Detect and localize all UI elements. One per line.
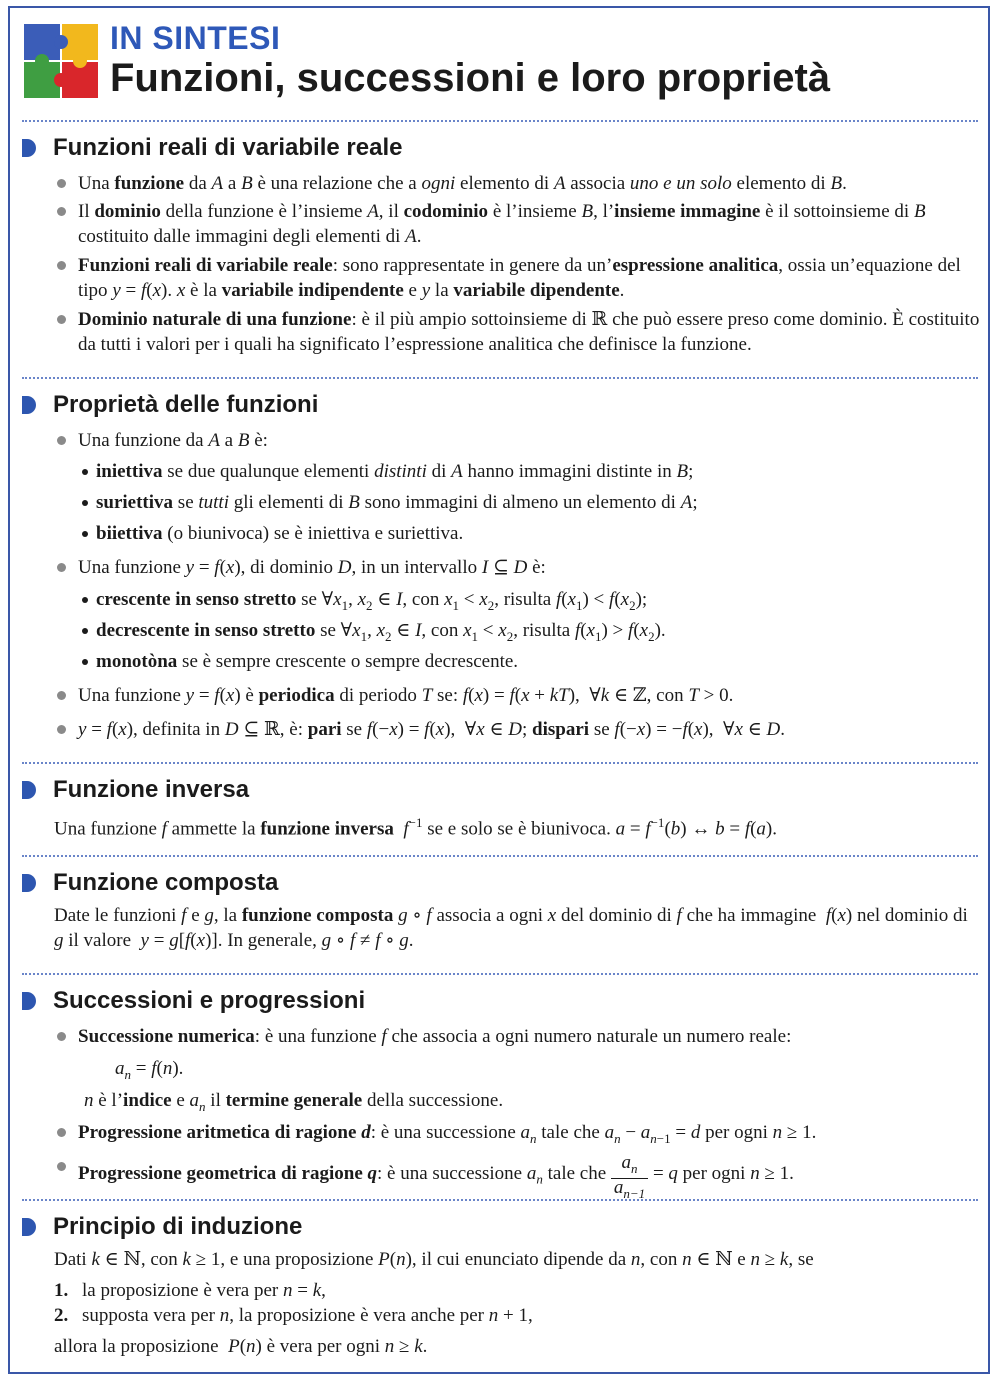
paragraph-induzione-intro: Dati k ∈ ℕ, con k ≥ 1, e una proposizione P(n), il cui enunciato dipende da n, con n ∈ ℕ e n ≥ k, se: [54, 1249, 814, 1270]
section-divider: [22, 855, 978, 857]
section-title-successioni: Successioni e progressioni: [22, 987, 365, 1015]
section-marker-icon: [22, 874, 36, 892]
paragraph-induzione-conclusione: allora la proposizione P(n) è vera per ogni n ≥ k.: [54, 1336, 428, 1357]
bullet-intervallo: Una funzione y = f(x), di dominio D, in un intervallo I ⊆ D è:: [78, 555, 978, 580]
puzzle-logo-icon: [24, 24, 98, 98]
bullet-funzione-da-a-a-b: Una funzione da A a B è:: [78, 428, 978, 453]
paragraph-indice: n è l’indice e $a_n$ il termine generale della successione.: [84, 1090, 504, 1114]
sub-item-crescente: crescente in senso stretto se $\forall x_1$, $x_2$ ∈ I, con $x_1 < x_2$, risulta $f(x_1) < f(x_2)$;: [96, 587, 647, 618]
sub-item-biiettiva: biiettiva (o biunivoca) se è iniettiva e suriettiva.: [96, 523, 464, 544]
section-divider: [22, 377, 978, 379]
sub-item-suriettiva: suriettiva se tutti gli elementi di B sono immagini di almeno un elemento di A;: [96, 492, 698, 513]
section-marker-icon: [22, 1218, 36, 1236]
bullet-funzioni-reali: Funzioni reali di variabile reale: sono rappresentate in genere da un’espressione analitica, ossia un’equazione del tipo y = f(x). x è la variabile indipendente e y la variabile dipendente.: [78, 253, 980, 303]
section-title-induzione: Principio di induzione: [22, 1213, 302, 1241]
bullet-successione-numerica: Successione numerica: è una funzione f che associa a ogni numero naturale un numero reale:: [78, 1024, 978, 1049]
bullet-funzione: Una funzione da A a B è una relazione che a ogni elemento di A associa uno e un solo elemento di B.: [78, 171, 978, 196]
section-marker-icon: [22, 396, 36, 414]
section-marker-icon: [22, 992, 36, 1010]
paragraph-inversa: Una funzione f ammette la funzione inversa $f^{-1}$ se e solo se è biunivoca. $a = f^{-1}(b)$ ↔ b = f(a).: [54, 815, 777, 840]
sub-item-decrescente: decrescente in senso stretto se $\forall x_1$, $x_2$ ∈ I, con $x_1 < x_2$, risulta $f(x_1) > f(x_2)$.: [96, 618, 666, 649]
sub-item-iniettiva: iniettiva se due qualunque elementi distinti di A hanno immagini distinte in B;: [96, 461, 694, 482]
section-marker-icon: [22, 139, 36, 157]
section-title-proprieta: Proprietà delle funzioni: [22, 391, 318, 419]
bullet-periodica: Una funzione y = f(x) è periodica di periodo T se: f(x) = f(x + kT), ∀k ∈ ℤ, con T > 0.: [78, 683, 978, 708]
bullet-pari-dispari: y = f(x), definita in D ⊆ ℝ, è: pari se f(−x) = f(x), ∀x ∈ D; dispari se f(−x) = −f(x), ∀x ∈ D.: [78, 717, 978, 742]
numbered-item-2: 2. supposta vera per n, la proposizione è vera anche per n + 1,: [54, 1305, 533, 1326]
section-divider: [22, 762, 978, 764]
bullet-dominio: Il dominio della funzione è l’insieme A, il codominio è l’insieme B, l’insieme immagine è il sottoinsieme di B costituito dalle immagini degli elementi di A.: [78, 199, 980, 249]
page-title: Funzioni, successioni e loro proprietà: [110, 56, 831, 100]
section-marker-icon: [22, 781, 36, 799]
section-title-composta: Funzione composta: [22, 869, 278, 897]
bullet-progressione-geometrica: Progressione geometrica di ragione q: è una successione $a_n$ tale che $\frac{a_n}{a_{n-1}}$ = q per ogni n ≥ 1.: [78, 1154, 978, 1203]
section-divider: [22, 120, 978, 122]
paragraph-composta: Date le funzioni f e g, la funzione composta g ∘ f associa a ogni x del dominio di f che ha immagine f(x) nel dominio di g il valore y = g[f(x)]. In generale, g ∘ f ≠ f ∘ g.: [54, 905, 968, 951]
bullet-progressione-aritmetica: Progressione aritmetica di ragione d: è una successione $a_n$ tale che $a_n - a_{n-1} = d$ per ogni n ≥ 1.: [78, 1120, 978, 1151]
header-kicker: IN SINTESI: [110, 20, 281, 56]
section-divider: [22, 1199, 978, 1201]
bullet-dominio-naturale: Dominio naturale di una funzione: è il più ampio sottoinsieme di ℝ che può essere preso come dominio. È costituito da tutti i valori per i quali ha significato l’espressione analitica che definisce la funzione.: [78, 309, 980, 355]
sub-item-monotona: monotòna se è sempre crescente o sempre decrescente.: [96, 651, 519, 672]
section-divider: [22, 973, 978, 975]
section-title-funzioni-reali: Funzioni reali di variabile reale: [22, 134, 402, 162]
equation-an: $a_n = f(n)$.: [115, 1058, 184, 1082]
numbered-item-1: 1. la proposizione è vera per n = k,: [54, 1280, 326, 1301]
section-title-inversa: Funzione inversa: [22, 776, 249, 804]
